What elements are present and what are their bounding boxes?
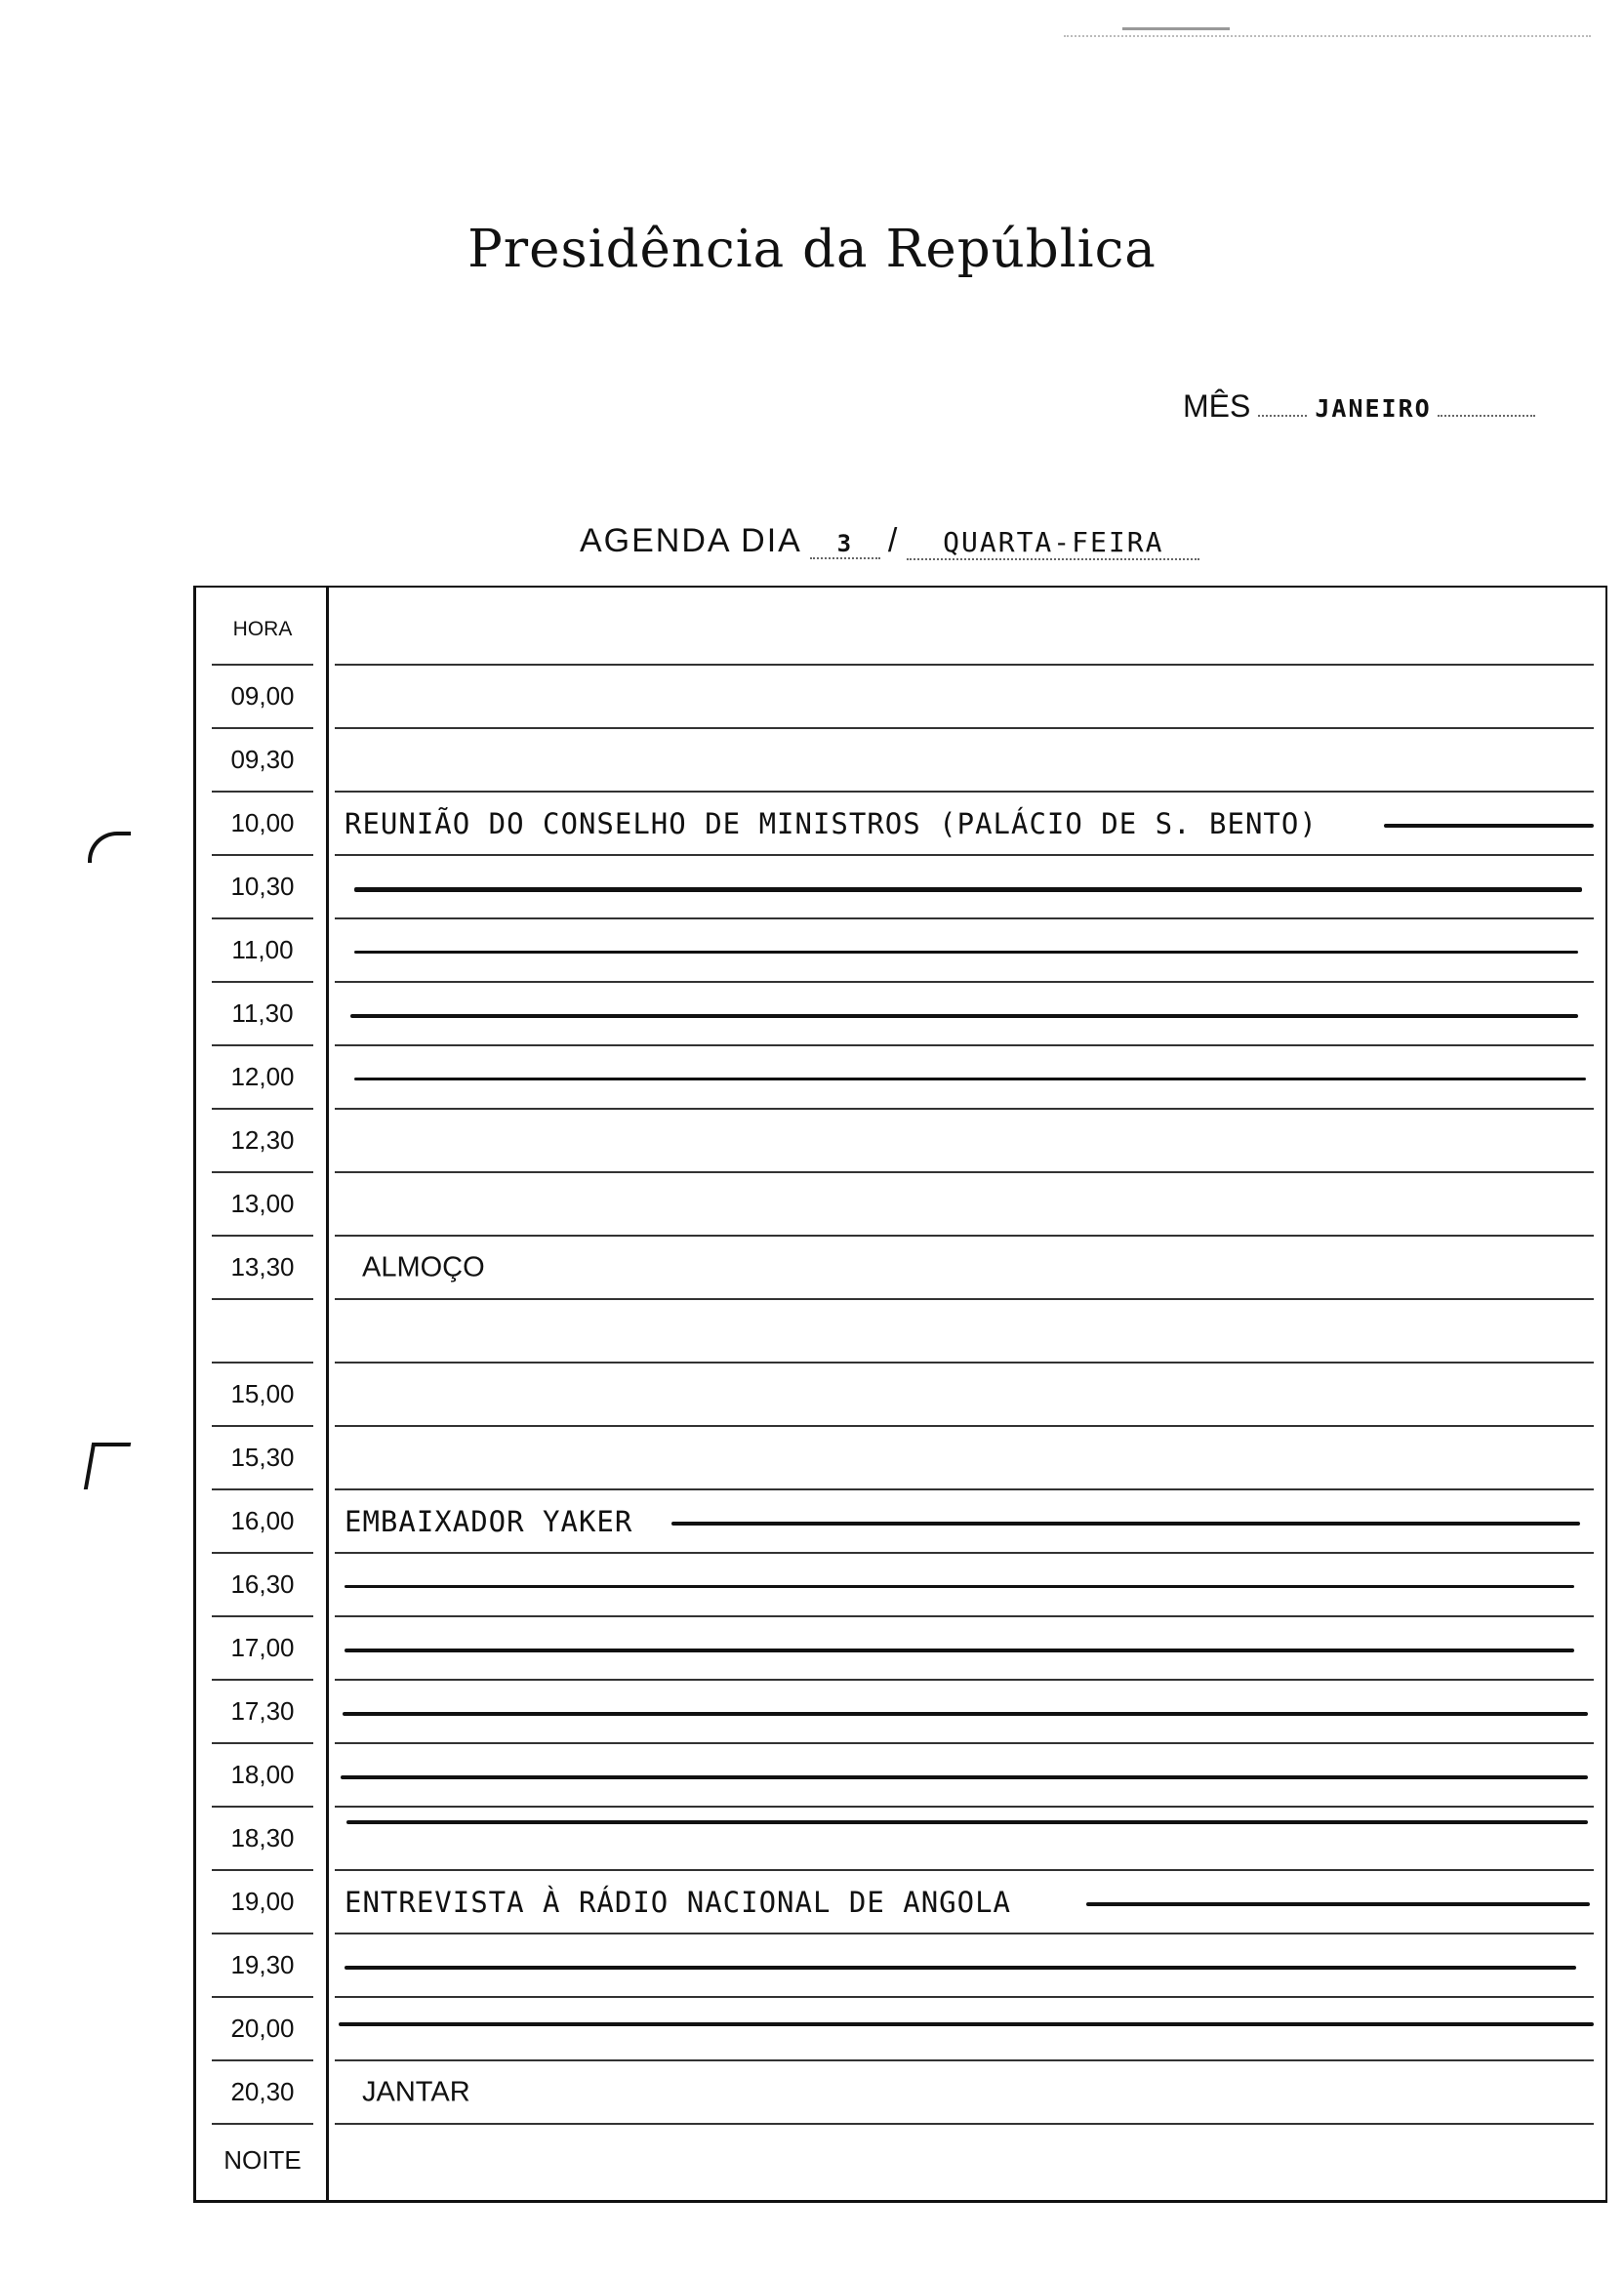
month-dotted-tail	[1438, 415, 1535, 417]
table-row	[196, 1364, 1605, 1427]
table-row	[196, 729, 1605, 793]
entry-cell	[335, 1617, 1594, 1681]
table-row	[196, 856, 1605, 919]
table-row	[196, 1490, 1605, 1554]
table-row	[196, 2125, 1605, 2195]
hour-cell: 09,00	[212, 666, 313, 729]
table-row	[196, 1554, 1605, 1617]
table-row	[196, 1427, 1605, 1490]
hour-cell: 20,00	[212, 1998, 313, 2061]
table-row	[196, 1998, 1605, 2061]
table-row	[196, 919, 1605, 983]
agenda-table	[193, 586, 1607, 2203]
table-row	[196, 1300, 1605, 1364]
entry-cell	[335, 666, 1594, 729]
hour-cell: 09,30	[212, 729, 313, 793]
entry-text: ENTREVISTA À RÁDIO NACIONAL DE ANGOLA	[345, 1885, 1012, 1919]
continuation-line	[345, 1585, 1574, 1588]
continuation-line	[1086, 1902, 1590, 1906]
continuation-line	[341, 1775, 1588, 1779]
entry-cell	[335, 2125, 1594, 2195]
entry-text: EMBAIXADOR YAKER	[345, 1504, 633, 1538]
handwritten-margin-mark	[84, 1443, 131, 1489]
continuation-line	[343, 1712, 1588, 1716]
entry-cell	[335, 1300, 1594, 1364]
entry-cell	[335, 1998, 1594, 2061]
table-header-row	[196, 595, 1605, 666]
entry-text: ALMOÇO	[362, 1251, 485, 1282]
table-row	[196, 666, 1605, 729]
table-row	[196, 793, 1605, 856]
agenda-label: AGENDA DIA	[580, 522, 802, 559]
month-label: MÊS	[1183, 388, 1251, 424]
continuation-line	[346, 1820, 1588, 1824]
continuation-line	[350, 1014, 1578, 1018]
hour-cell: 18,00	[212, 1744, 313, 1808]
table-row	[196, 1744, 1605, 1808]
table-row	[196, 1934, 1605, 1998]
entry-cell	[335, 856, 1594, 919]
hour-cell: 16,30	[212, 1554, 313, 1617]
table-row	[196, 1681, 1605, 1744]
table-row	[196, 1871, 1605, 1934]
hour-cell: 10,00	[212, 793, 313, 856]
agenda-day-field	[580, 522, 1199, 560]
table-row	[196, 1808, 1605, 1871]
entry-cell	[335, 1364, 1594, 1427]
table-row	[196, 1110, 1605, 1173]
hour-cell: 13,30	[212, 1237, 313, 1300]
handwritten-margin-mark	[88, 832, 131, 863]
entry-cell	[335, 1934, 1594, 1998]
table-row	[196, 1617, 1605, 1681]
entry-cell	[335, 1110, 1594, 1173]
hour-cell: 11,30	[212, 983, 313, 1046]
entry-text: REUNIÃO DO CONSELHO DE MINISTROS (PALÁCIO DE S. BENTO)	[345, 806, 1318, 840]
day-value: 3	[810, 530, 880, 559]
table-row	[196, 983, 1605, 1046]
hour-cell: 19,00	[212, 1871, 313, 1934]
entry-text: JANTAR	[362, 2076, 470, 2107]
continuation-line	[354, 1078, 1586, 1080]
hour-column-header: HORA	[212, 595, 313, 666]
table-row	[196, 1237, 1605, 1300]
hour-cell: 20,30	[212, 2061, 313, 2125]
entry-cell	[335, 1744, 1594, 1808]
hour-cell: 12,00	[212, 1046, 313, 1110]
entry-cell	[335, 729, 1594, 793]
entry-cell	[335, 1490, 1594, 1554]
entry-cell	[335, 793, 1594, 856]
hour-cell: 15,30	[212, 1427, 313, 1490]
hour-cell: NOITE	[223, 2144, 302, 2175]
entry-cell	[335, 1237, 1594, 1300]
hour-cell: 11,00	[212, 919, 313, 983]
hour-cell	[212, 1300, 313, 1364]
hour-cell: 10,30	[212, 856, 313, 919]
continuation-line	[345, 1649, 1574, 1652]
hour-cell: 13,00	[212, 1173, 313, 1237]
hour-cell: 12,30	[212, 1110, 313, 1173]
entry-cell	[335, 1173, 1594, 1237]
hour-cell: 16,00	[212, 1490, 313, 1554]
continuation-line	[345, 1966, 1576, 1970]
entry-cell	[335, 919, 1594, 983]
entry-cell	[335, 1427, 1594, 1490]
page-title: Presidência da República	[467, 220, 1157, 279]
month-dotted-leader	[1258, 415, 1307, 417]
entry-cell	[335, 2061, 1594, 2125]
continuation-line	[339, 2022, 1594, 2026]
entry-cell	[335, 1681, 1594, 1744]
continuation-line	[354, 951, 1578, 954]
entry-cell	[335, 983, 1594, 1046]
hour-cell: 19,30	[212, 1934, 313, 1998]
continuation-line	[354, 887, 1582, 892]
day-separator: /	[887, 522, 900, 559]
table-row	[196, 1173, 1605, 1237]
continuation-line	[671, 1522, 1580, 1526]
entry-cell	[335, 1554, 1594, 1617]
scan-artifact	[1064, 21, 1591, 37]
hour-cell: 15,00	[212, 1364, 313, 1427]
month-value: JANEIRO	[1315, 394, 1432, 423]
table-row	[196, 1046, 1605, 1110]
entry-cell	[335, 1046, 1594, 1110]
table-row	[196, 2061, 1605, 2125]
hour-cell: 17,00	[212, 1617, 313, 1681]
entry-cell	[335, 1808, 1594, 1871]
month-field	[1183, 388, 1535, 425]
entry-cell	[335, 1871, 1594, 1934]
hour-cell: 18,30	[212, 1808, 313, 1871]
hour-cell: 17,30	[212, 1681, 313, 1744]
continuation-line	[1384, 824, 1594, 828]
weekday-value: QUARTA-FEIRA	[907, 526, 1199, 560]
entry-header-cell	[335, 595, 1594, 666]
